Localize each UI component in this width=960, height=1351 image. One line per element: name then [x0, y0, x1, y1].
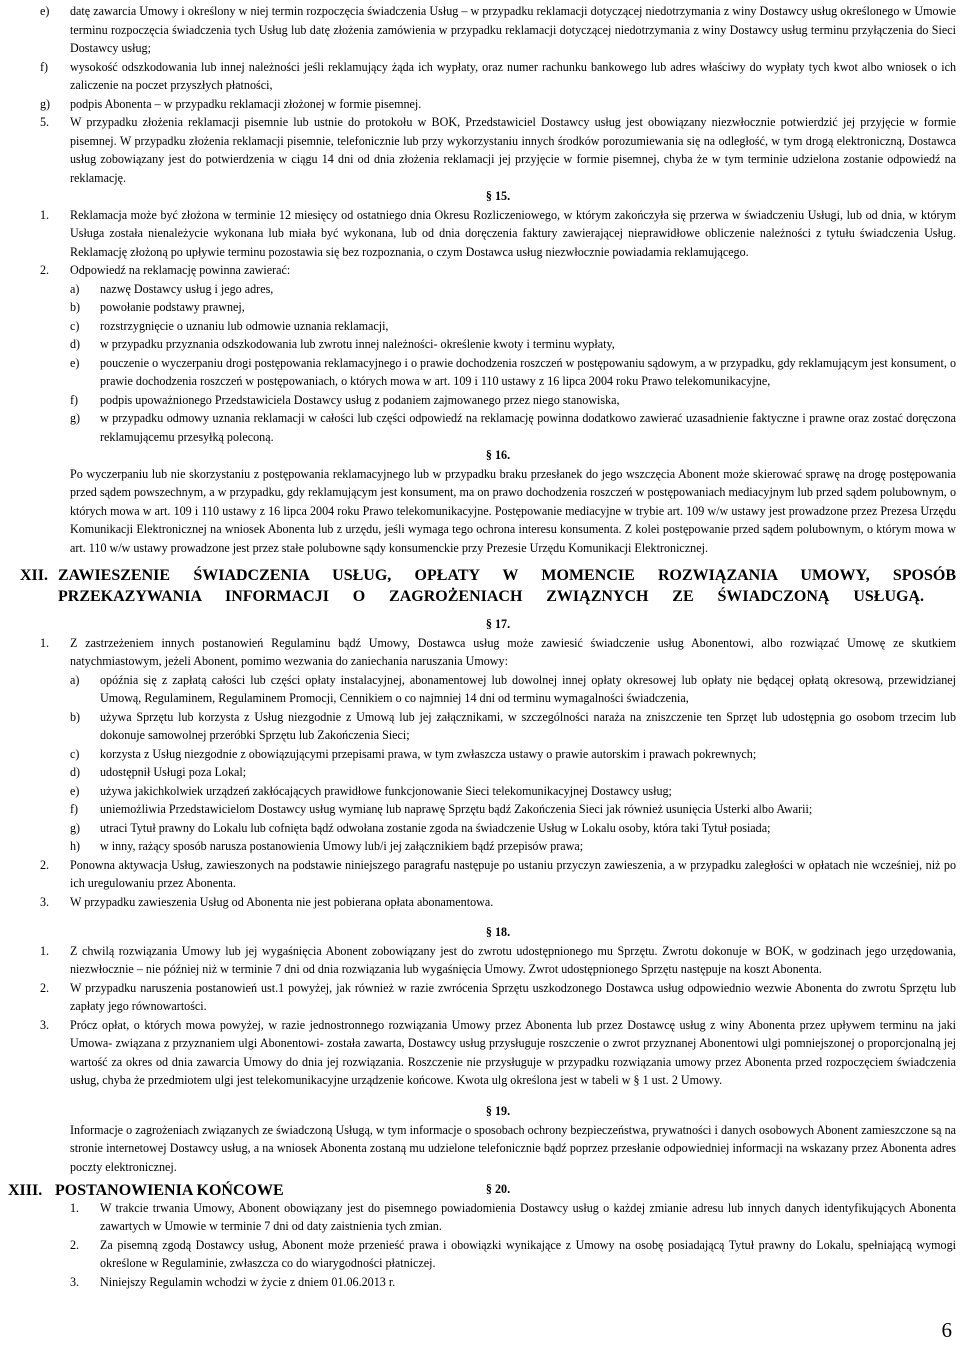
sub-item-text: pouczenie o wyczerpaniu drogi postępowania reklamacyjnego i o prawie dochodzenia roszczeń w postępowaniu sądowym, a w przypadku, gdy reklamującym jest konsument, o prawie dochodzenia roszczeń w postępowaniach, o których mowa w art. 109 i 110 ustawy z 16 lipca 2004 roku Prawo telekomunikacyjne, [100, 355, 956, 388]
paragraph-title: § 18. [485, 925, 511, 939]
sub-item-text: powołanie podstawy prawnej, [100, 300, 245, 314]
item-label: 2. [40, 980, 50, 995]
paragraph-17 [40, 615, 956, 911]
item-text: Z zastrzeżeniem innych postanowień Regulaminu bądź Umowy, Dostawca usług może zawiesić świadczenie usług Abonentowi, albo rozwiązać Umowę ze skutkiem natychmiastowym, jeżeli Abonent, pomimo wezwania do zaniechania naruszania Umowy: [70, 635, 956, 668]
section-number: XII. [20, 567, 49, 584]
sub-item [40, 671, 956, 708]
item-text: Z chwilą rozwiązania Umowy lub jej wygaśnięcia Abonent zobowiązany jest do zwrotu udostępnionego mu Sprzętu. Zwrotu dokonuje w BOK, w godzinach jego urzędowania, niezwłocznie – nie później niż w terminie 7 dni od dnia rozwiązania lub wygaśnięcia Umowy. Zwrot udostępnionego Sprzętu następuje na koszt Abonenta. [70, 943, 956, 976]
paragraph-text: Informacje o zagrożeniach związanych ze świadczoną Usługą, w tym informacje o sposobach ochrony bezpieczeństwa, prywatności i danych osobowych Abonent zamieszczone są na stronie internetowej Dostawcy usług, a na wniosek Abonenta zostaną mu udzielone telefonicznie bądź poprzez przesłanie odpowiedniej informacji na wskazany przez Abonenta adres poczty elektronicznej. [70, 1122, 956, 1174]
page-number: 6 [941, 1318, 952, 1342]
list-item [40, 1273, 956, 1292]
item-label: g) [40, 96, 51, 111]
paragraph-16 [40, 446, 956, 557]
item-text: Ponowna aktywacja Usług, zawieszonych na podstawie niniejszego paragrafu następuje po ustaniu przyczyn zawieszenia, a w przypadku zaległości w opłatach nie wcześniej, niż po ich uregulowaniu przez Abonenta. [70, 857, 956, 890]
sub-item-text: używa Sprzętu lub korzysta z Usług niezgodnie z Umową lub jej załącznikami, w szczególności naraża na zniszczenie ten Sprzęt lub udostępnia go osobom trzecim lub dokonuje samowolnej przeróbki Sprzętu lub Zakończenia Sieci; [100, 709, 956, 742]
sub-item-label: d) [70, 765, 81, 779]
paragraph-title: § 17. [485, 617, 511, 631]
sub-item-label: e) [70, 355, 80, 370]
item-label: 2. [70, 1237, 80, 1252]
item-label: 1. [40, 207, 50, 222]
section-number: XIII. [8, 1182, 43, 1199]
item-text: Niniejszy Regulamin wchodzi w życie z dniem 01.06.2013 r. [100, 1274, 396, 1289]
item-text: Odpowiedź na reklamację powinna zawierać: [70, 263, 291, 277]
sub-item-text: rozstrzygnięcie o uznaniu lub odmowie uznania reklamacji, [100, 318, 389, 333]
sub-item-label: d) [70, 337, 81, 351]
sub-item-label: h) [70, 839, 81, 853]
item-label: 2. [40, 263, 50, 277]
list-item [40, 2, 956, 58]
sub-item [40, 763, 956, 782]
item-label: 1. [40, 635, 50, 650]
item-text: wysokość odszkodowania lub innej należności jeśli reklamujący żąda ich wypłaty, oraz numer rachunku bankowego lub adres właściwy do wypłaty tych kwot albo wniosek o ich zaliczenie na poczet przyszłych płatności, [70, 59, 956, 92]
sub-item-text: w inny, rażący sposób narusza postanowienia Umowy lub/i jej załącznikiem bądź przepisów prawa; [100, 839, 584, 853]
sub-item [40, 354, 956, 391]
item-text: W przypadku złożenia reklamacji pisemnie lub ustnie do protokołu w BOK, Przedstawiciel Dostawcy usług jest obowiązany niezwłocznie potwierdzić jej przyjęcie w formie pisemnej. W przypadku złożenia reklamacji pisemnie, telefonicznie lub przy wykorzystaniu innych środków porozumiewania się na odległość, w tym drogą elektroniczną, Dostawca usług zobowiązany jest do potwierdzenia w ciągu 14 dni od dnia złożenia reklamacji jej przyjęcie w formie pisemnej, chyba że w tym terminie udzielona zostanie odpowiedź na reklamację. [70, 115, 956, 185]
item-label: 3. [40, 894, 50, 909]
sub-item-label: c) [70, 746, 80, 761]
list-item [40, 206, 956, 262]
sub-item-label: f) [70, 392, 79, 407]
item-text: Reklamacja może być złożona w terminie 12 miesięcy od ostatniego dnia Okresu Rozliczeniowego, w którym zakończyła się przerwa w świadczeniu Usługi, lub od dnia, w którym Usługa została nienależycie wykonana lub miała być wykonana, lub od dnia doręczenia faktury zawierającej nieprawidłowe obliczenie należności z tytułu świadczenia Usług. Reklamację złożoną po upływie terminu pozostawia się bez rozpoznania, o czym Dostawca usług niezwłocznie powiadamia reklamującego. [70, 207, 956, 259]
list-item [40, 1016, 956, 1090]
list-item [40, 634, 956, 671]
sub-item [40, 391, 956, 410]
item-text: podpis Abonenta – w przypadku reklamacji złożonej w formie pisemnej. [70, 96, 422, 111]
sub-item [40, 708, 956, 745]
item-text: Prócz opłat, o których mowa powyżej, w razie jednostronnego rozwiązania Umowy przez Abonenta lub przez Dostawcę usług z winy Abonenta przez upływem terminu na jaki Umowa- związana z przyznaniem ulgi Abonentowi- została zawarta, Dostawcy usług przysługuje roszczenie o zwrot przyznanej Abonentowi ulgi pomniejszonej o proporcjonalną jej wartość za okres od dnia zawarcia Umowy do dnia jej rozwiązania. Roszczenie nie przysługuje w przypadku rozwiązania umowy przez Abonenta przed rozpoczęciem świadczenia usług, chyba że przedmiotem ulgi jest telekomunikacyjne urządzenie końcowe. Kwota ulg określona jest w tabeli w § 1 ust. 2 Umowy. [70, 1017, 956, 1087]
paragraph-title: § 16. [485, 448, 511, 462]
sub-item-label: b) [70, 300, 81, 314]
sub-item-text: opóźnia się z zapłatą całości lub części opłaty instalacyjnej, abonamentowej lub dowolnej innej opłaty okresowej lub opłaty nie będącej opłatą okresową, przewidzianej Umową, Regulaminem, Regulaminem Promocji, Cennikiem o co najmniej 14 dni od terminu wymagalności świadczenia, [100, 672, 956, 705]
sub-item-text: używa jakichkolwiek urządzeń zakłócających prawidłowe funkcjonowanie Sieci telekomunikacyjnej Dostawcy usług; [100, 783, 672, 798]
sub-item-label: g) [70, 411, 81, 425]
sub-item [40, 280, 956, 299]
item-label: 1. [70, 1200, 80, 1215]
item-label: 2. [40, 857, 50, 872]
list-item [40, 1199, 956, 1236]
paragraph-20 [40, 1180, 956, 1291]
sub-item [40, 782, 956, 801]
list-item [40, 113, 956, 187]
sub-item [40, 298, 956, 317]
paragraph-title: § 15. [485, 189, 511, 203]
item-label: 3. [70, 1274, 80, 1289]
sub-item [40, 837, 956, 856]
sub-item-label: b) [70, 709, 81, 724]
section-xii-heading [20, 565, 956, 607]
sub-item-text: utraci Tytuł prawny do Lokalu lub cofnięta bądź odwołana zostanie zgoda na świadczenie Usług w Lokalu osoby, która taki Tytuł posiada; [100, 820, 771, 835]
sub-item-label: a) [70, 672, 80, 687]
paragraph-15 [40, 187, 956, 446]
paragraph-19 [40, 1102, 956, 1176]
sub-item-text: podpis upoważnionego Przedstawiciela Dostawcy usług z podaniem zajmowanego przez niego stanowiska, [100, 392, 620, 407]
paragraph-title: § 19. [485, 1104, 511, 1118]
sub-item-text: w przypadku odmowy uznania reklamacji w całości lub części odpowiedź na reklamację powinna dodatkowo zawierać uzasadnienie faktyczne i prawne oraz zostać doręczona reklamującemu przesyłką poleconą. [100, 411, 956, 444]
complaint-items-continued [40, 2, 956, 113]
sub-item-text: udostępnił Usługi poza Lokal; [100, 765, 247, 779]
sub-item-text: korzysta z Usług niezgodnie z obowiązującymi przepisami prawa, w tym zwłaszcza ustawy o prawie autorskim i prawach pokrewnych; [100, 746, 757, 761]
sub-item-label: c) [70, 318, 80, 333]
item-text: Za pisemną zgodą Dostawcy usług, Abonent może przenieść prawa i obowiązki wynikające z Umowy na osobę posiadającą Tytuł prawny do Lokalu, spełniającą wymogi określone w Regulaminie, zwłaszcza co do wiarygodności płatniczej. [100, 1237, 956, 1270]
paragraph-title: § 20. [485, 1182, 511, 1196]
paragraph-18 [40, 923, 956, 1090]
item-text: W przypadku naruszenia postanowień ust.1 powyżej, jak również w razie zwrócenia Sprzętu uszkodzonego Dostawca usług odpowiednio wezwie Abonenta do zwrotu Sprzętu lub zapłaty jego równowartości. [70, 980, 956, 1013]
sub-item [40, 819, 956, 838]
paragraph-text: Po wyczerpaniu lub nie skorzystaniu z postępowania reklamacyjnego lub w przypadku braku przesłanek do jego wszczęcia Abonent może skierować sprawę na drogę postępowania przed sądem powszechnym, a w przypadku, gdy reklamującym jest konsument, ma on prawo dochodzenia roszczeń w postępowaniach mediacyjnym lub przed sądem polubownym, o których mowa w art. 109 i 110 ustawy z 16 lipca 2004 roku Prawo telekomunikacyjne. Postępowanie mediacyjne w trybie art. 109 w/w ustawy jest prowadzone przez Prezesa Urzędu Komunikacji Elektronicznej na wniosek Abonenta lub z urzędu, jeśli wymaga tego ochrona interesu konsumenta. Z kolei postępowanie przed sądem polubownym, o którym mowa w art. 110 w/w ustawy prowadzone jest przez stałe polubowne sądy konsumenckie przy Prezesie Urzędu Komunikacji Elektronicznej. [70, 466, 956, 555]
list-item [40, 893, 956, 912]
sub-item-label: a) [70, 281, 80, 296]
sub-item [40, 335, 956, 354]
item-text: W trakcie trwania Umowy, Abonent obowiązany jest do pisemnego powiadomienia Dostawcy usług o każdej zmianie adresu lub innych danych identyfikujących Abonenta zawartych w Umowie w terminie 7 dni od daty zaistnienia tych zmian. [100, 1200, 956, 1233]
item-label: 1. [40, 943, 50, 958]
sub-item [40, 745, 956, 764]
sub-item-label: g) [70, 820, 81, 835]
list-item [40, 979, 956, 1016]
item-text: datę zawarcia Umowy i określony w niej termin rozpoczęcia świadczenia Usług – w przypadku reklamacji dotyczącej niedotrzymania z winy Dostawcy usług określonego w Umowie terminu rozpoczęcia świadczenia tych Usług lub datę złożenia zamówienia w przypadku reklamacji dotyczącej niedotrzymania z winy Dostawcy usług terminu przyłączenia do Sieci Dostawcy usług; [70, 4, 956, 55]
sub-item-label: f) [70, 802, 79, 816]
sub-item-label: e) [70, 783, 80, 798]
sub-item [40, 317, 956, 336]
paragraph-14-point-5 [40, 113, 956, 187]
section-title: POSTANOWIENIA KOŃCOWE [55, 1182, 284, 1199]
list-item [40, 1236, 956, 1273]
list-item [40, 261, 956, 280]
item-label: 3. [40, 1017, 50, 1032]
sub-item-text: w przypadku przyznania odszkodowania lub zwrotu innej należności- określenie kwoty i terminu wypłaty, [100, 337, 615, 351]
sub-item [40, 409, 956, 446]
list-item [40, 58, 956, 95]
list-item [40, 942, 956, 979]
sub-item-text: nazwę Dostawcy usług i jego adres, [100, 281, 274, 296]
section-title-line-2: PRZEKAZYWANIA INFORMACJI O ZAGROŻENIACH ZWIĄZNYCH ZE ŚWIADCZONĄ USŁUGĄ. [58, 588, 924, 605]
sub-item-text: uniemożliwia Przedstawicielom Dostawcy usług wymianę lub naprawę Sprzętu bądź Zakończenia Sieci jak również usunięcia Usterki albo Awarii; [100, 802, 813, 816]
section-title-line-1: ZAWIESZENIE ŚWIADCZENIA USŁUG, OPŁATY W MOMENCIE ROZWIĄZANIA UMOWY, SPOSÓB [58, 567, 956, 584]
list-item [40, 95, 956, 114]
item-label: f) [40, 59, 49, 74]
list-item [40, 856, 956, 893]
item-text: W przypadku zawieszenia Usług od Abonenta nie jest pobierana opłata abonamentowa. [70, 894, 494, 909]
sub-item [40, 800, 956, 819]
item-label: e) [40, 4, 50, 18]
item-label: 5. [40, 115, 50, 129]
